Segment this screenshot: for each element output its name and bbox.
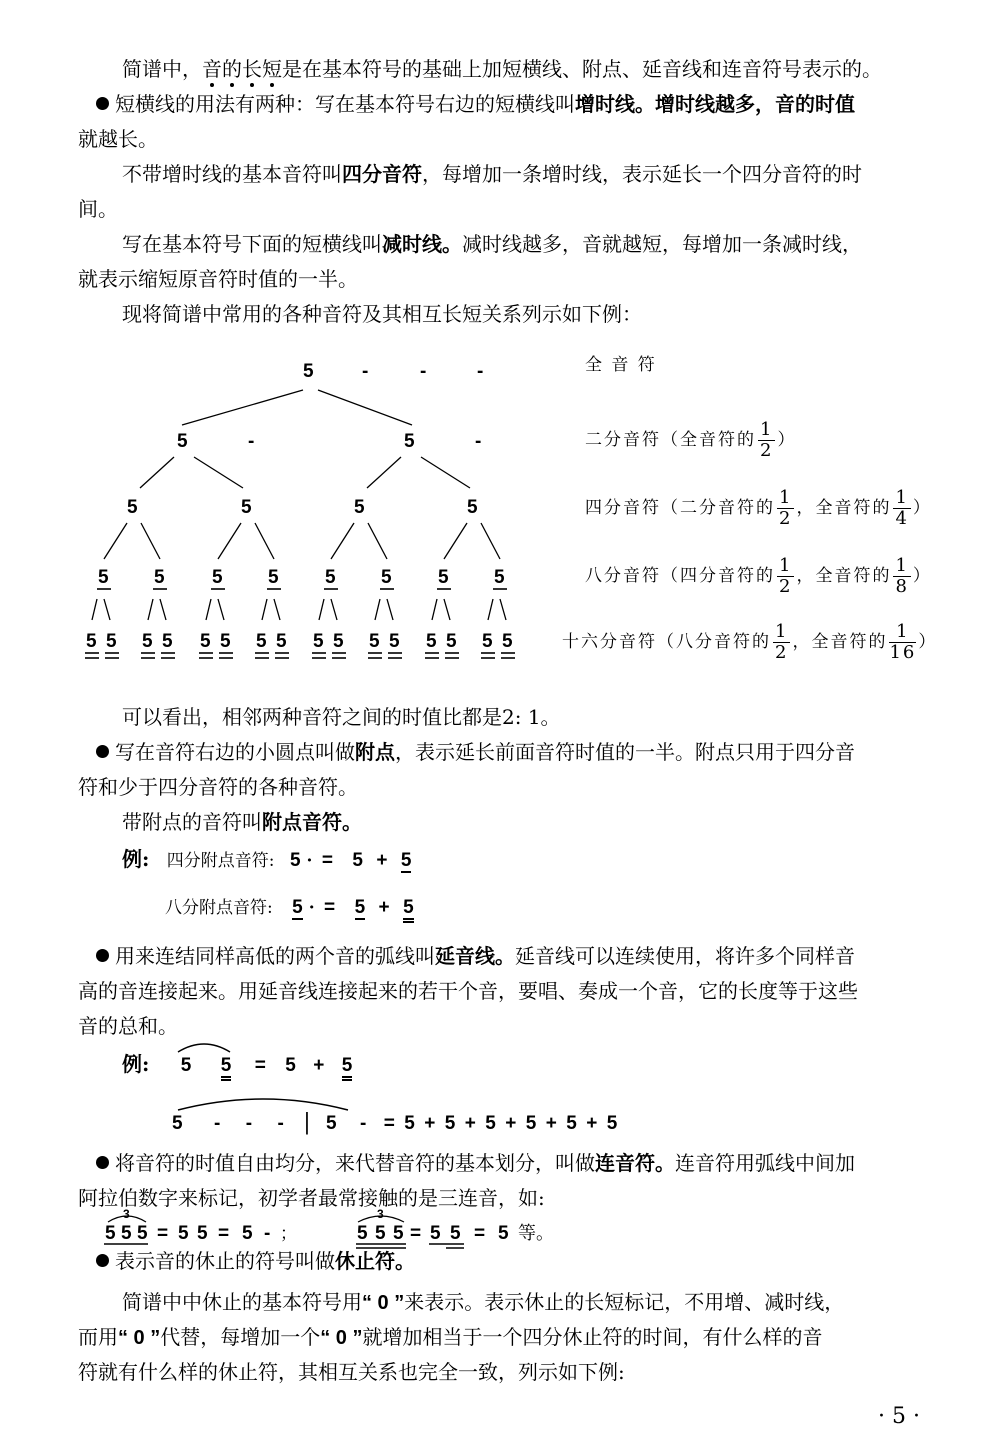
svg-text:=: = [218, 1223, 230, 1244]
quarter-note-paragraph: 不带增时线的基本音符叫四分音符，每增加一条增时线，表示延长一个四分音符的时 [122, 162, 862, 186]
svg-text:等。: 等。 [518, 1223, 554, 1244]
svg-text:5: 5 [498, 1223, 509, 1244]
rest-paragraph-3: 而用“ 0 ”代替，每增加一个“ 0 ”就增加相当于一个四分休止符的时间，有什么样的音 [78, 1325, 823, 1349]
dotted-word: 音 [202, 57, 222, 81]
bullet-icon [96, 97, 109, 110]
rest-paragraph-2: 简谱中中休止的基本符号用“ 0 ”来表示。表示休止的长短标记，不用增、减时线， [122, 1290, 845, 1314]
tree-note: 5 [268, 567, 279, 588]
svg-text:=: = [474, 1223, 486, 1244]
svg-text:=: = [157, 1223, 169, 1244]
dotted-word: 长 [242, 57, 262, 81]
tree-note: 5 [333, 631, 344, 652]
svg-text:5: 5 [178, 1223, 189, 1244]
intro-paragraph: 简谱中，音的长短是在基本符号的基础上加短横线、附点、延音线和连音符号表示的。 [122, 57, 882, 81]
rest-paragraph: 表示音的休止的符号叫做休止符。 [96, 1244, 415, 1278]
tie-paragraph: 用来连结同样高低的两个音的弧线叫延音线。延音线可以连续使用，将许多个同样音 [96, 939, 855, 973]
tree-note: 5 [446, 631, 457, 652]
dot-paragraph-cont: 符和少于四分音符的各种音符。 [78, 775, 358, 799]
bullet-icon [96, 1156, 109, 1169]
dotted-note-def: 带附点的音符叫附点音符。 [122, 810, 362, 834]
tuplet-paragraph: 将音符的时值自由均分，来代替音符的基本划分，叫做连音符。连音符用弧线中间加 [96, 1146, 855, 1180]
tree-note: 5 [220, 631, 231, 652]
tree-note: 5 [256, 631, 267, 652]
svg-text:5: 5 [357, 1223, 368, 1244]
bullet-icon [96, 745, 109, 758]
dotted-eighth-example: 八分附点音符: 5 · = 5 + 5 [165, 893, 414, 923]
short-line-paragraph-cont: 就越长。 [78, 127, 158, 151]
short-line-paragraph: 短横线的用法有两种：写在基本符号右边的短横线叫增时线。增时线越多，音的时值 [96, 87, 855, 121]
note-tree-diagram [0, 340, 560, 680]
tie-example-2: 5 - - - | 5 - = 5 + 5 + 5 + 5 + 5 + 5 [172, 1110, 618, 1135]
tuplet-paragraph-cont: 阿拉伯数字来标记，初学者最常接触的是三连音，如: [78, 1186, 545, 1210]
label-quarter-note: 四分音符（二分音符的 $\frac{1}{2}$ ，全音符的 $\frac{1}{4}$ ） [585, 487, 932, 529]
quarter-note-paragraph-cont: 间。 [78, 197, 118, 221]
tree-note: 5 [154, 567, 165, 588]
tree-note: 5 [127, 497, 138, 518]
svg-text:5: 5 [450, 1223, 461, 1244]
tree-note: 5 [389, 631, 400, 652]
tree-note: 5 [354, 497, 365, 518]
bullet-icon [96, 949, 109, 962]
tree-note: 5 [494, 567, 505, 588]
tree-note: 5 [313, 631, 324, 652]
svg-text:5: 5 [430, 1223, 441, 1244]
tree-note: 5 [177, 431, 188, 452]
svg-text:5: 5 [242, 1223, 253, 1244]
tree-note: 5 [86, 631, 97, 652]
tie-paragraph-cont: 高的音连接起来。用延音线连接起来的若干个音，要唱、奏成一个音，它的长度等于这些 [78, 979, 858, 1003]
rest-paragraph-4: 符就有什么样的休止符，其相互关系也完全一致，列示如下例: [78, 1360, 625, 1384]
tree-note: 5 [200, 631, 211, 652]
tree-dash: - [420, 361, 427, 382]
tree-note: 5 [369, 631, 380, 652]
tree-note: 5 [106, 631, 117, 652]
dotted-word: 短 [262, 57, 282, 81]
tree-note: 5 [142, 631, 153, 652]
svg-text:；: ； [280, 1224, 297, 1243]
tree-note: 5 [325, 567, 336, 588]
svg-text:3: 3 [123, 1207, 130, 1221]
tie-paragraph-end: 音的总和。 [78, 1014, 178, 1038]
tree-note: 5 [438, 567, 449, 588]
tree-note: 5 [212, 567, 223, 588]
tree-dash: - [477, 361, 484, 382]
svg-text:3: 3 [377, 1207, 384, 1221]
dotted-word: 的 [222, 57, 242, 81]
label-eighth-note: 八分音符（四分音符的 $\frac{1}{2}$ ，全音符的 $\frac{1}{8}$ ） [585, 555, 932, 597]
svg-text:5: 5 [105, 1223, 116, 1244]
long-tie-arc [176, 1094, 352, 1112]
svg-text:=: = [410, 1223, 422, 1244]
ratio-text: 可以看出，相邻两种音符之间的时值比都是2: 1。 [122, 705, 561, 729]
label-sixteenth-note: 十六分音符（八分音符的 $\frac{1}{2}$ ，全音符的 $\frac{1}{16}$ ） [562, 621, 938, 663]
tree-dash: - [248, 431, 255, 452]
label-whole-note: 全 音 符 [585, 355, 657, 375]
dotted-quarter-example: 例: 四分附点音符: 5 · = 5 + 5 [122, 847, 412, 871]
dot-paragraph: 写在音符右边的小圆点叫做附点，表示延长前面音符时值的一半。附点只用于四分音 [96, 735, 855, 769]
tree-note: 5 [276, 631, 287, 652]
svg-text:5: 5 [197, 1223, 208, 1244]
tie-example-1: 例: 5 5 = 5 + 5 [122, 1048, 352, 1081]
svg-text:5: 5 [137, 1223, 148, 1244]
label-half-note: 二分音符（全音符的 $\frac{1}{2}$ ） [585, 419, 797, 461]
svg-text:5: 5 [393, 1223, 404, 1244]
list-intro: 现将简谱中常用的各种音符及其相互长短关系列示如下例： [122, 302, 642, 326]
tree-note: 5 [381, 567, 392, 588]
tree-note: 5 [502, 631, 513, 652]
bullet-icon [96, 1254, 109, 1267]
tree-dash: - [475, 431, 482, 452]
reduce-line-paragraph: 写在基本符号下面的短横线叫减时线。减时线越多，音就越短，每增加一条减时线， [122, 232, 862, 256]
svg-text:-: - [264, 1223, 271, 1244]
tree-note: 5 [303, 361, 314, 382]
tie-arc [176, 1038, 236, 1054]
tree-note: 5 [162, 631, 173, 652]
tree-note: 5 [98, 567, 109, 588]
svg-text:5: 5 [375, 1223, 386, 1244]
reduce-line-paragraph-cont: 就表示缩短原音符时值的一半。 [78, 267, 358, 291]
svg-text:5: 5 [121, 1223, 132, 1244]
page-number: · 5 · [878, 1404, 920, 1429]
tree-note: 5 [404, 431, 415, 452]
tree-note: 5 [241, 497, 252, 518]
tree-note: 5 [482, 631, 493, 652]
tree-dash: - [362, 361, 369, 382]
tree-note: 5 [467, 497, 478, 518]
tree-note: 5 [426, 631, 437, 652]
